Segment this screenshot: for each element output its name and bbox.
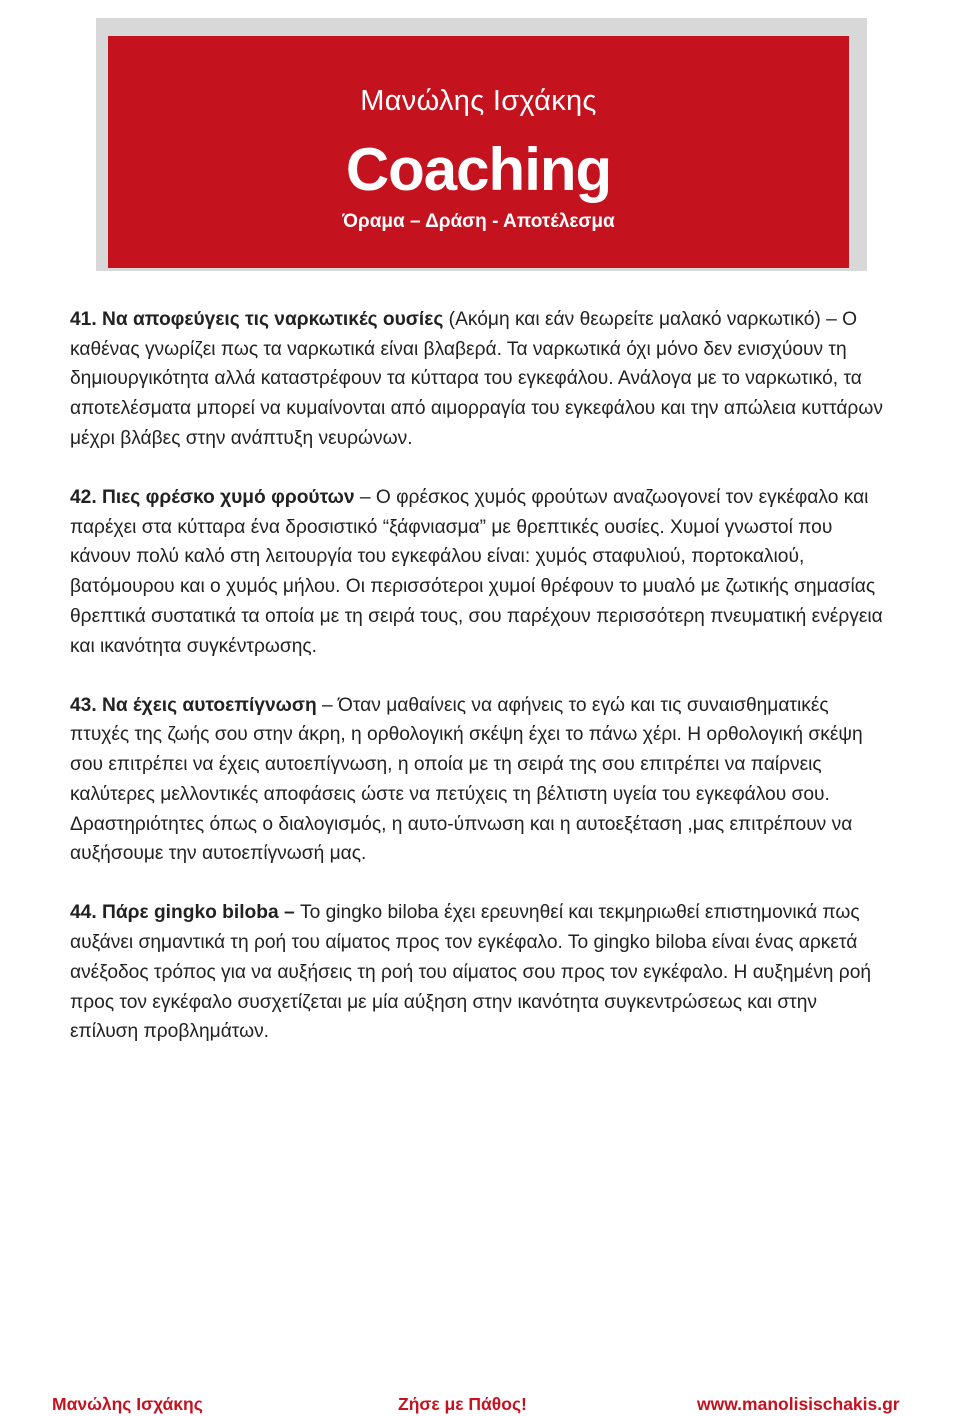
footer-website-link[interactable]: www.manolisischakis.gr <box>697 1394 900 1414</box>
footer-slogan: Ζήσε με Πάθος! <box>398 1394 527 1414</box>
tip-42 <box>70 483 890 661</box>
page-footer <box>0 1392 960 1416</box>
tip-43 <box>70 691 890 869</box>
tip-41-heading: 41. Να αποφεύγεις τις ναρκωτικές ουσίες <box>70 309 444 330</box>
tip-42-text: – Ο φρέσκος χυμός φρούτων αναζωογονεί τον εγκέφαλο και παρέχει στα κύτταρα ένα δροσιστικό “ξάφνιασμα” με θρεπτικές ουσίες. Χυμοί γνωστοί που κάνουν πολύ καλό στη λειτουργία του εγκεφάλου είναι: χυμός σταφυλιού, πορτοκαλιού, βατόμουρου και ο χυμός μήλου. Οι περισσότεροι χυμοί θρέφουν το μυαλό με ζωτικής σημασίας θρεπτικά συστατικά τα οποία με τη σειρά τους, σου παρέχουν περισσότερη πνευματική ενέργεια και ικανότητα συγκέντρωσης. <box>70 487 883 657</box>
tip-41-text: (Ακόμη και εάν θεωρείτε μαλακό ναρκωτικό) – Ο καθένας γνωρίζει πως τα ναρκωτικά είναι βλαβερά. Τα ναρκωτικά όχι μόνο δεν ενισχύουν τη δημιουργικότητα αλλά καταστρέφουν τα κύτταρα του εγκεφάλου. Ανάλογα με το ναρκωτικό, τα αποτελέσματα μπορεί να κυμαίνονται από αιμορραγία του εγκεφάλου και την απώλεια κυττάρων μέχρι βλάβες στην ανάπτυξη νευρώνων. <box>70 309 883 449</box>
tip-43-text: – Όταν μαθαίνεις να αφήνεις το εγώ και τις συναισθηματικές πτυχές της ζωής σου στην άκρη, η ορθολογική σκέψη έχει το πάνω χέρι. Η ορθολογική σκέψη σου επιτρέπει να έχεις αυτοεπίγνωση, η οποία με τη σειρά της σου επιτρέπει να παίρνεις καλύτερες μελλοντικές αποφάσεις ώστε να πετύχεις τη βέλτιστη υγεία του εγκεφάλου σου. Δραστηριότητες όπως ο διαλογισμός, η αυτο-ύπνωση και η αυτοεξέταση ,μας επιτρέπουν να αυξήσουμε την αυτοεπίγνωσή μας. <box>70 694 863 865</box>
banner-author: Μανώλης Ισχάκης <box>360 85 597 117</box>
tip-41 <box>70 305 890 454</box>
tip-43-heading: 43. Να έχεις αυτοεπίγνωση <box>70 694 317 716</box>
tip-42-heading: 42. Πιες φρέσκο χυμό φρούτων <box>70 487 355 509</box>
banner-subtitle: Όραμα – Δράση - Αποτέλεσμα <box>342 211 615 232</box>
footer-author: Μανώλης Ισχάκης <box>52 1394 203 1414</box>
tip-44-text: Το gingko biloba έχει ερευνηθεί και τεκμηριωθεί επιστημονικά πως αυξάνει σημαντικά τη ροή του αίματος προς τον εγκέφαλο. Το gingko biloba είναι ένας αρκετά ανέξοδος τρόπος για να αυξήσεις τη ροή του αίματος σου προς τον εγκέφαλο. Η αυξημένη ροή προς τον εγκέφαλο συσχετίζεται με μία αύξηση στην ικανότητα συγκεντρώσεως και στην επίλυση προβλημάτων. <box>70 902 872 1043</box>
banner-subtitle-clip <box>108 206 849 233</box>
banner-title: Coaching <box>345 136 612 203</box>
header-banner <box>108 36 849 268</box>
header-banner-frame <box>96 18 867 271</box>
tip-44 <box>70 898 890 1047</box>
document-body <box>70 305 890 1076</box>
tip-44-heading: 44. Πάρε gingko biloba – <box>70 902 295 924</box>
